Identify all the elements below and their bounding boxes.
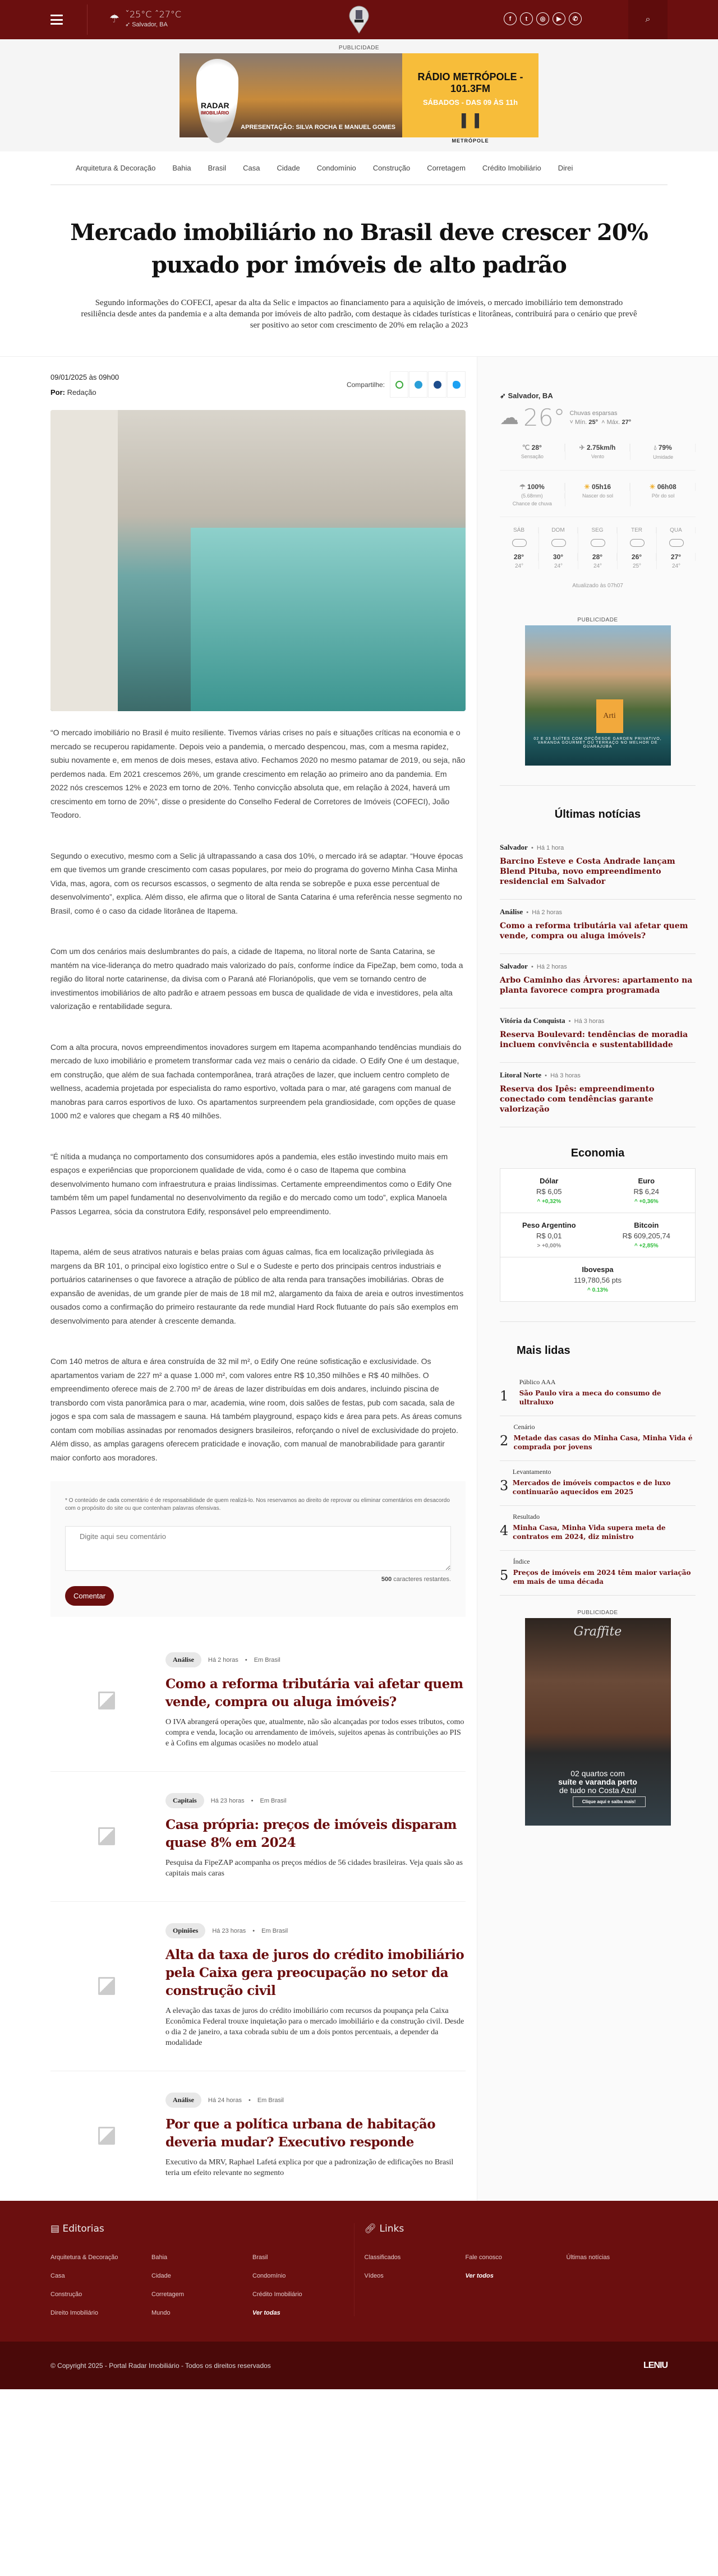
sunset-value: 06h08 bbox=[657, 483, 676, 491]
news-time: Há 3 horas bbox=[550, 1072, 581, 1079]
item-category: Levantamento bbox=[512, 1468, 551, 1476]
news-item[interactable]: Análise • Há 2 horas Como a reforma tributária vai afetar quem vende, compra ou aluga imóveis? bbox=[500, 900, 696, 954]
header-max-temp: ˆ27°C bbox=[154, 9, 182, 20]
latest-news bbox=[500, 785, 696, 1127]
max-temp: 27° bbox=[622, 418, 632, 426]
forecast-day-name: SEG bbox=[578, 527, 617, 533]
article-title: Mercado imobiliário no Brasil deve crescer 20% puxado por imóveis de alto padrão bbox=[70, 219, 648, 278]
time-ago: Há 2 horas bbox=[208, 1656, 238, 1663]
related-title[interactable]: Casa própria: preços de imóveis disparam quase 8% em 2024 bbox=[165, 1817, 457, 1850]
quote-price: 119,780,56 pts bbox=[573, 1276, 622, 1284]
article-meta bbox=[50, 357, 466, 410]
wind-label: Vento bbox=[591, 454, 605, 459]
publish-date: 09/01/2025 às 09h00 bbox=[50, 372, 119, 381]
author-label: Por: bbox=[50, 388, 65, 397]
footer-links bbox=[355, 2223, 668, 2316]
dot-separator: • bbox=[248, 2096, 251, 2104]
chars-remaining: 500 bbox=[381, 1576, 392, 1583]
footer-link[interactable]: Arquitetura & Decoração bbox=[50, 2254, 118, 2261]
news-item[interactable]: Vitória da Conquista • Há 3 horas Reserva Boulevard: tendências de moradia incluem convivência e sustentabilidade bbox=[500, 1008, 696, 1063]
news-title[interactable]: Reserva Boulevard: tendências de moradia incluem convivência e sustentabilidade bbox=[500, 1030, 688, 1049]
sunset-label: Pôr do sol bbox=[651, 493, 675, 499]
feels-like-label: Sensação bbox=[521, 454, 544, 459]
item-category: Cenário bbox=[513, 1423, 535, 1431]
footer-link[interactable]: Vídeos bbox=[364, 2273, 384, 2279]
quote-price: R$ 609,205,74 bbox=[622, 1232, 670, 1240]
rain-cloud-icon: ☁ bbox=[500, 407, 519, 428]
news-time: Há 1 hora bbox=[536, 845, 564, 851]
rank-number: 1 bbox=[500, 1388, 509, 1404]
quote-change: ^ 0.13% bbox=[587, 1287, 608, 1293]
header-weather[interactable] bbox=[109, 9, 181, 28]
copyright-bar bbox=[0, 2342, 718, 2389]
forecast-day bbox=[500, 527, 539, 569]
related-title[interactable]: Como a reforma tributária vai afetar quem vende, compra ou aluga imóveis? bbox=[165, 1676, 463, 1709]
related-article[interactable] bbox=[50, 2071, 466, 2201]
section-title: Economia bbox=[570, 1147, 625, 1159]
min-temp: 25° bbox=[588, 418, 599, 426]
quote-change: > +0,00% bbox=[537, 1243, 561, 1249]
weather-condition: Chuvas esparsas bbox=[569, 409, 618, 417]
related-summary: Executivo da MRV, Raphael Lafetá explica por que a padronização de edificações no Brasil teria um efeito relevante no segmento bbox=[165, 2158, 454, 2177]
footer-link[interactable]: Cidade bbox=[151, 2273, 171, 2279]
comment-disclaimer: * O conteúdo de cada comentário é de responsabilidade de quem realizá-lo. Nos reservamos ao direito de reprovar ou eliminar comentários em desacordo com o propósito do site ou que contenham palavras ofensivas. bbox=[65, 1497, 450, 1512]
article-paragraph: Segundo o executivo, mesmo com a Selic já ultrapassando a casa dos 10%, o mercado irá se adaptar. “Houve épocas em que tivemos um grande crescimento com casas populares, por meio do programa do governo Minha Casa Minha Vida, mas, agora, com os recursos escassos, o segmento de alta renda se sobrepõe e puxa esse percentual de desenvolvimento”, explica. Além disso, ele afirma que o litoral de Santa Catarina é uma referência nesse segmento no Brasil, como é o caso da cidade litorânea de Itapema. bbox=[50, 851, 463, 915]
forecast-day-name: TER bbox=[618, 527, 656, 533]
site-logo[interactable] bbox=[348, 4, 370, 34]
ad-brand: Graffite bbox=[573, 1625, 622, 1639]
youtube-icon[interactable]: ▶ bbox=[553, 12, 565, 25]
humidity-icon: 💧︎ bbox=[653, 444, 659, 451]
forecast bbox=[500, 517, 696, 569]
facebook-icon bbox=[434, 381, 441, 389]
hamburger-line bbox=[50, 23, 63, 25]
top-bar bbox=[0, 0, 718, 39]
footer-link[interactable]: Mundo bbox=[151, 2310, 171, 2316]
image-pool bbox=[191, 528, 466, 711]
section-name: Em Brasil bbox=[254, 1656, 280, 1663]
ad-brand-sub: IMOBILIÁRIO bbox=[201, 110, 229, 116]
nav-item[interactable]: Bahia bbox=[172, 164, 191, 172]
news-time: Há 3 horas bbox=[574, 1018, 605, 1025]
footer-link[interactable]: Construção bbox=[50, 2291, 82, 2298]
author-name: Redação bbox=[67, 388, 96, 397]
quote-btc bbox=[598, 1213, 696, 1257]
forecast-low: 24° bbox=[593, 563, 602, 569]
quotes-table bbox=[500, 1168, 696, 1302]
article-image bbox=[50, 410, 466, 711]
forecast-day bbox=[539, 527, 578, 569]
instagram-icon[interactable]: ◎ bbox=[536, 12, 549, 25]
forecast-high: 28° bbox=[578, 553, 617, 561]
quote-usd bbox=[500, 1169, 598, 1213]
related-article[interactable] bbox=[50, 1902, 466, 2071]
forecast-low: 24° bbox=[671, 563, 681, 569]
most-read-item[interactable] bbox=[500, 1461, 696, 1506]
ad-radio bbox=[402, 53, 538, 144]
sunrise-value: 05h16 bbox=[592, 483, 611, 491]
weather-city: Salvador, BA bbox=[508, 391, 553, 400]
sunrise-icon: ☀ bbox=[583, 483, 592, 491]
char-counter bbox=[65, 1576, 451, 1583]
thumbnail bbox=[50, 1652, 163, 1749]
nav-item[interactable]: Condomínio bbox=[316, 164, 356, 172]
ad-line: de tudo no Costa Azul bbox=[559, 1786, 636, 1795]
related-title[interactable]: Por que a política urbana de habitação deveria mudar? Executivo responde bbox=[165, 2117, 436, 2150]
ad-text: 02 E 03 SUÍTES COM OPÇÕESDE GARDEN PRIVATIVO, VARANDA GOURMET OU TERRAÇO NO MELHOR DE GUARAJUBA bbox=[533, 737, 662, 749]
quote-name: Bitcoin bbox=[634, 1221, 659, 1229]
wind-icon: ✈ bbox=[579, 444, 587, 451]
share-label: Compartilhe: bbox=[346, 380, 385, 389]
whatsapp-icon bbox=[395, 381, 403, 389]
nav-item[interactable]: Direi bbox=[558, 164, 573, 172]
rain-icon: ☂ bbox=[519, 483, 528, 491]
newspaper-icon: ▤ bbox=[50, 2223, 63, 2234]
copyright-text: © Copyright 2025 - Portal Radar Imobiliário - Todos os direitos reservados bbox=[50, 2361, 271, 2370]
section-title: Últimas notícias bbox=[554, 808, 641, 821]
thumbnail bbox=[50, 1923, 163, 2048]
most-read-item[interactable] bbox=[500, 1416, 696, 1461]
chars-remaining-label: caracteres restantes. bbox=[393, 1576, 451, 1583]
thumbnail bbox=[50, 1793, 163, 1879]
min-label: Mín. bbox=[574, 418, 587, 426]
thumbnail bbox=[50, 2093, 163, 2178]
wind-value: 2.75km/h bbox=[587, 444, 616, 451]
footer-title: Editorias bbox=[62, 2223, 104, 2234]
footer-link[interactable]: Bahia bbox=[151, 2254, 168, 2261]
rain-cloud-icon bbox=[669, 539, 684, 547]
ad-city-image bbox=[180, 53, 402, 137]
category-nav bbox=[50, 151, 668, 185]
forecast-day-name: QUA bbox=[657, 527, 696, 533]
article-paragraph: Com 140 metros de altura e área construída de 32 mil m², o Edify One reúne sofisticação e exclusividade. Os apartamentos variam de 227 m² a quase 1.000 m², com valores entre R$ 10,350 milhões e R$ 40 milhões. O empreendimento oferece mais de 2.700 m² de áreas de lazer distribuídas em dois andares, incluindo piscina de transbordo com vista panorâmica para o mar, academia, wine room, dois salões de festas, pub com sacada, sala de jogos e spa com sala de massagem e sauna. Há também playground, espaço kids e área para pets. As áreas comuns contam com mobílias assinadas por renomados designers brasileiros, reforçando o nível de exclusividade do projeto. Além disso, as amplas garagens oferecem praticidade e inovação, com manual de manobrabilidade para garantir maior conforto aos moradores. bbox=[50, 1357, 462, 1462]
article-main bbox=[0, 357, 477, 2201]
rain-cloud-icon bbox=[512, 539, 527, 547]
social-links bbox=[504, 12, 582, 25]
news-title[interactable]: Reserva dos Ipês: empreendimento conectado com tendências garante valorização bbox=[500, 1085, 655, 1114]
forecast-high: 26° bbox=[618, 553, 656, 561]
most-read-item[interactable] bbox=[500, 1371, 696, 1416]
rank-number: 4 bbox=[500, 1523, 509, 1538]
weather-stats bbox=[500, 431, 696, 471]
submit-comment-button[interactable]: Comentar bbox=[65, 1586, 114, 1606]
rank-number: 2 bbox=[500, 1433, 509, 1449]
news-category: Litoral Norte bbox=[500, 1071, 542, 1079]
footer bbox=[0, 2201, 718, 2342]
quote-name: Dólar bbox=[540, 1177, 559, 1185]
link-icon: 🔗︎ bbox=[364, 2223, 380, 2234]
weather-widget: ➶ Salvador, BA ☁ 26° Chuvas esparsas ˅ Mín. 25° ˄ Máx. 27° ℃ 28° Sensação ✈ 2.75km/h Vento 💧︎ 79% Umidade ☂ 100% (5.68mm) Chance de chuva ☀ 05h16 Nascer do sol ☀ 06h08 Pôr do sol SÁB 28° 24° DOM 30° 24° SEG 28° 24° TER 26° 25° QUA 27° 24° Atualizado às 07h07 bbox=[500, 374, 696, 600]
humidity-value: 79% bbox=[658, 444, 672, 451]
most-read bbox=[500, 1321, 696, 1596]
category-tag[interactable]: Capitais bbox=[165, 1793, 204, 1808]
radio-brand: METRÓPOLE bbox=[452, 138, 489, 144]
related-article[interactable] bbox=[50, 1631, 466, 1772]
related-article[interactable] bbox=[50, 1772, 466, 1902]
nav-item[interactable]: Corretagem bbox=[427, 164, 466, 172]
item-category: Resultado bbox=[513, 1513, 540, 1520]
footer-link[interactable]: Corretagem bbox=[151, 2291, 185, 2298]
quote-eur bbox=[598, 1169, 696, 1213]
quote-name: Ibovespa bbox=[582, 1265, 614, 1274]
news-item[interactable]: Salvador • Há 2 horas Arbo Caminho das Árvores: apartamento na planta favorece compra programada bbox=[500, 954, 696, 1008]
ad-banner[interactable] bbox=[525, 625, 671, 766]
section-name: Em Brasil bbox=[261, 1927, 288, 1934]
economy-widget bbox=[500, 1127, 696, 1302]
top-advertisement bbox=[0, 39, 718, 151]
current-temp: 26° bbox=[523, 404, 565, 431]
news-time: Há 2 horas bbox=[532, 909, 563, 916]
time-ago: Há 23 horas bbox=[210, 1797, 245, 1804]
forecast-day bbox=[618, 527, 657, 569]
rain-cloud-icon bbox=[591, 539, 605, 547]
image-placeholder-icon bbox=[98, 1692, 115, 1709]
share-facebook-button[interactable] bbox=[428, 371, 447, 398]
news-title[interactable]: Barcino Esteve e Costa Andrade lançam Blend Pituba, novo empreendimento residencial em Salvador bbox=[500, 857, 675, 886]
news-title[interactable]: Como a reforma tributária vai afetar quem vende, compra ou aluga imóveis? bbox=[500, 921, 688, 941]
quote-ars bbox=[500, 1213, 598, 1257]
max-label: Máx. bbox=[606, 418, 620, 426]
ad-headline bbox=[525, 1769, 671, 1795]
rain-cloud-icon bbox=[630, 539, 645, 547]
rain-amount: (5.68mm) bbox=[500, 493, 565, 499]
quote-name: Euro bbox=[638, 1177, 655, 1185]
nav-item[interactable]: Brasil bbox=[208, 164, 227, 172]
sunset-icon: ☀ bbox=[649, 483, 657, 491]
ad-banner[interactable] bbox=[180, 53, 538, 144]
location-arrow-icon: ➶ bbox=[500, 391, 508, 400]
footer-link[interactable]: Últimas notícias bbox=[566, 2254, 610, 2261]
article-header bbox=[0, 185, 718, 357]
facebook-icon[interactable]: f bbox=[504, 12, 517, 25]
ad-line: suíte e varanda perto bbox=[558, 1777, 637, 1786]
item-title[interactable]: São Paulo vira a meca do consumo de ultraluxo bbox=[519, 1389, 661, 1406]
hamburger-line bbox=[50, 19, 63, 21]
header-city: Salvador, BA bbox=[132, 21, 168, 28]
time-ago: Há 24 horas bbox=[208, 2096, 242, 2104]
thermometer-icon: ℃ bbox=[522, 444, 532, 451]
related-summary: A elevação das taxas de juros do crédito imobiliário com recursos da poupança pela Caixa Econômica Federal trouxe inquietação para o mercado imobiliário e da construção civil. Desde o dia 2 de janeiro, a taxa cobrada subiu de um a dois pontos percentuais, a depender da modalidade bbox=[165, 2007, 464, 2047]
forecast-day bbox=[578, 527, 618, 569]
quote-change: ^ +0,32% bbox=[537, 1199, 561, 1205]
nav-item[interactable]: Construção bbox=[372, 164, 411, 172]
section-name: Em Brasil bbox=[257, 2096, 284, 2104]
article-subtitle: Segundo informações do COFECI, apesar da alta da Selic e impactos ao financiamento para a aquisição de imóveis, o mercado imobiliário tem demonstrado resiliência desde antes da pandemia e a alta demanda por imóveis de alto padrão, com destaque às cidades turísticas e litorâneas, contribuirá para o cenário que prevê ser positivo ao setor com crescimento de 20% em relação a 2023 bbox=[81, 298, 637, 330]
ad-banner[interactable] bbox=[525, 1618, 671, 1826]
footer-link[interactable]: Fale conosco bbox=[465, 2254, 502, 2261]
footer-link[interactable]: Classificados bbox=[364, 2254, 401, 2261]
quote-name: Peso Argentino bbox=[522, 1221, 576, 1229]
dot-separator: • bbox=[251, 1797, 254, 1804]
item-title[interactable]: Minha Casa, Minha Vida supera meta de contratos em 2024, diz ministro bbox=[513, 1524, 666, 1541]
section-title: Mais lidas bbox=[517, 1344, 570, 1357]
see-all-editorias-link[interactable]: Ver todas bbox=[252, 2310, 280, 2316]
forecast-high: 30° bbox=[539, 553, 578, 561]
dot-separator: • bbox=[252, 1927, 255, 1934]
see-all-links-link[interactable]: Ver todos bbox=[465, 2273, 494, 2279]
item-title[interactable]: Preços de imóveis em 2024 têm maior variação em mais de uma década bbox=[513, 1569, 691, 1586]
sunrise-label: Nascer do sol bbox=[582, 493, 614, 499]
news-item[interactable]: Salvador • Há 1 hora Barcino Esteve e Costa Andrade lançam Blend Pituba, novo empreendimento residencial em Salvador bbox=[500, 835, 696, 900]
rain-cloud-icon: ☂ bbox=[109, 12, 119, 25]
footer-title: Links bbox=[379, 2223, 404, 2234]
quote-ibovespa bbox=[500, 1257, 695, 1301]
related-articles bbox=[50, 1631, 477, 2201]
radar-logo bbox=[196, 59, 238, 143]
footer-link[interactable]: Casa bbox=[50, 2273, 65, 2279]
image-wall bbox=[50, 410, 118, 711]
location-arrow-icon: ➶ bbox=[125, 21, 132, 28]
related-summary: Pesquisa da FipeZAP acompanha os preços médios de 56 cidades brasileiras. Veja quais são as capitais mais caras bbox=[165, 1859, 463, 1878]
quote-price: R$ 6,05 bbox=[536, 1187, 562, 1196]
quote-price: R$ 6,24 bbox=[633, 1187, 660, 1196]
related-summary: O IVA abrangerá operações que, atualmente, não são alcançadas por todos esses tributos, como compra e venda, locação ou arrendamento de imóveis, sujeitos apenas às contribuições ao PIS e à Cofins em algumas ocasiões no modelo atual bbox=[165, 1718, 464, 1748]
hamburger-icon bbox=[50, 15, 63, 16]
ad-line: 02 quartos com bbox=[570, 1769, 625, 1778]
section-name: Em Brasil bbox=[260, 1797, 287, 1804]
related-title[interactable]: Alta da taxa de juros do crédito imobiliário pela Caixa gera preocupação no setor da construção civil bbox=[165, 1947, 464, 1998]
humidity-label: Umidade bbox=[653, 454, 674, 460]
time-ago: Há 23 horas bbox=[212, 1927, 246, 1934]
sidebar-ad bbox=[500, 617, 696, 766]
search-icon: ⌕ bbox=[645, 15, 651, 24]
search-button[interactable] bbox=[628, 0, 668, 39]
ad-brand: RADAR bbox=[201, 101, 229, 110]
radio-schedule: SÁBADOS - DAS 09 ÀS 11h bbox=[422, 98, 518, 107]
ad-brand: Arti bbox=[596, 699, 623, 733]
ad-label: PUBLICIDADE bbox=[577, 617, 618, 623]
nav-item[interactable]: Crédito Imobiliário bbox=[482, 164, 541, 172]
share-whatsapp-button[interactable] bbox=[390, 371, 408, 398]
comment-input[interactable] bbox=[65, 1526, 451, 1571]
nav-item[interactable]: Cidade bbox=[277, 164, 300, 172]
quote-price: R$ 0,01 bbox=[536, 1232, 562, 1240]
news-category: Salvador bbox=[500, 843, 528, 851]
ad-label: PUBLICIDADE bbox=[338, 45, 380, 51]
category-tag[interactable]: Opiniões bbox=[165, 1923, 205, 1938]
most-read-item[interactable] bbox=[500, 1551, 696, 1596]
article-paragraph: Itapema, além de seus atrativos naturais e belas praias com águas calmas, fica em localização privilegiada às margens da BR 101, o principal eixo logístico entre o Sul e o Sudeste e perto dos principais centros industriais e portuários catarinenses o que favorece a atração de público de alta renda para transações imobiliárias. Obras de expansão de avenidas, de um grande píer de mais de 18 mil m2, alargamento da faixa de areia e outros investimentos ousados como a confirmação do primeiro restaurante da rede mundial Hard Rock flutuante do país são exemplos em desenvolvimento para atender à crescente demanda. bbox=[50, 1247, 464, 1325]
news-category: Salvador bbox=[500, 962, 528, 970]
quote-change: ^ +0,36% bbox=[634, 1199, 659, 1205]
news-category: Vitória da Conquista bbox=[500, 1016, 565, 1025]
menu-button[interactable] bbox=[50, 15, 63, 25]
sidebar bbox=[477, 357, 718, 2201]
article-paragraph: Com um dos cenários mais deslumbrantes do país, a cidade de Itapema, no litoral norte de Santa Catarina, se mantém na vice-liderança do metro quadrado mais valorizado do país, conforme índice da FipeZap, bem como, toda a região do litoral norte catarinense, da divisa com o Paraná até Florianópolis, que vem se tornando centro de investimentos imobiliários de alto padrão e atraem pessoas em busca de qualidade de vida e investidores, pela alta valorização e rentabilidade segura. bbox=[50, 947, 463, 1011]
image-placeholder-icon bbox=[98, 1977, 115, 1995]
footer-link[interactable]: Brasil bbox=[252, 2254, 268, 2261]
article-paragraph: “É nítida a mudança no comportamento dos consumidores após a pandemia, eles estão investindo muito mais em espaços e experiências que proporcionem qualidade de vida, como é o caso de Itapema que combina desenvolvimento humano com infraestrutura e praias lindíssimas. Certamente empreendimentos como o Edify One também têm um papel fundamental no desenvolvimento da região e do mercado como um todo”, explica Manoela Passos Legarrea, sócia da construtora Edify, responsável pelo empreendimento. bbox=[50, 1151, 452, 1216]
forecast-low: 25° bbox=[632, 563, 642, 569]
radio-title: RÁDIO METRÓPOLE - 101.3FM bbox=[417, 71, 523, 94]
rain-chance-value: 100% bbox=[527, 483, 545, 491]
share-bar bbox=[347, 371, 466, 398]
image-placeholder-icon bbox=[98, 1827, 115, 1845]
telegram-icon bbox=[415, 381, 422, 389]
rank-number: 3 bbox=[500, 1478, 509, 1494]
footer-editorias bbox=[50, 2223, 355, 2316]
article-body bbox=[50, 726, 477, 1464]
forecast-low: 24° bbox=[554, 563, 563, 569]
item-title[interactable]: Metade das casas do Minha Casa, Minha Vida é comprada por jovens bbox=[513, 1434, 693, 1451]
rank-number: 5 bbox=[500, 1568, 509, 1583]
forecast-low: 24° bbox=[514, 563, 524, 569]
ad-cta-button[interactable]: Clique aqui e saiba mais! bbox=[573, 1796, 646, 1807]
footer-link[interactable]: Crédito Imobiliário bbox=[252, 2291, 302, 2298]
category-tag[interactable]: Análise bbox=[165, 2093, 201, 2108]
feels-like-value: 28° bbox=[531, 444, 542, 451]
forecast-day bbox=[657, 527, 696, 569]
dot-separator: • bbox=[245, 1656, 247, 1663]
share-twitter-button[interactable] bbox=[447, 371, 466, 398]
item-title[interactable]: Mercados de imóveis compactos e de luxo continuarão aquecidos em 2025 bbox=[512, 1479, 671, 1496]
forecast-high: 27° bbox=[657, 553, 696, 561]
ad-caption: APRESENTAÇÃO: SILVA ROCHA E MANUEL GOMES bbox=[241, 124, 395, 131]
header-min-temp: ˇ25°C bbox=[125, 9, 152, 20]
item-category: Índice bbox=[513, 1557, 530, 1565]
forecast-day-name: SÁB bbox=[500, 527, 538, 533]
nav-item[interactable]: Casa bbox=[243, 164, 260, 172]
quote-change: ^ +2,85% bbox=[634, 1243, 659, 1249]
weather-stats-2 bbox=[500, 471, 696, 517]
metropole-icon: ▌▐ bbox=[461, 113, 480, 127]
article-paragraph: Com a alta procura, novos empreendimentos inovadores surgem em Itapema acompanhando tendências mundiais do mercado de luxo imobiliário e prometem transformar cada vez mais o cenário da cidade. O Edify One é um destaque, em construção, que além de sua fachada contemporânea, trará atrações de lazer, que incluem centro completo de wellness, academia projetada por especialista do ramo esportivo, voltada para o mar, até garagens com manual de manobras para carros esportivos de luxo. Os apartamentos surpreendem pela grandiosidade, com opções de quase 1000 m2 e valores que chegam a R$ 40 milhões. bbox=[50, 1042, 462, 1120]
comment-form bbox=[50, 1481, 466, 1617]
share-telegram-button[interactable] bbox=[409, 371, 427, 398]
news-category: Análise bbox=[500, 907, 523, 916]
whatsapp-icon[interactable]: ✆ bbox=[569, 12, 582, 25]
rain-cloud-icon bbox=[551, 539, 566, 547]
footer-link[interactable]: Direito Imobiliário bbox=[50, 2310, 98, 2316]
category-tag[interactable]: Análise bbox=[165, 1652, 201, 1667]
developer-logo[interactable]: LENIU bbox=[643, 2360, 668, 2370]
twitter-icon bbox=[453, 381, 461, 389]
nav-item[interactable]: Arquitetura & Decoração bbox=[76, 164, 156, 172]
weather-updated: Atualizado às 07h07 bbox=[572, 583, 623, 589]
twitter-icon[interactable]: t bbox=[520, 12, 533, 25]
article-paragraph: “O mercado imobiliário no Brasil é muito resiliente. Tivemos várias crises no país e situações críticas na economia e o mercado se recuperou rapidamente. Depois veio a pandemia, o mercado despencou, mas, com a mesma rapidez, subiu novamente e, em menos de dois meses, estava ativo. Fechamos 2020 no mesmo patamar de 2019, ou seja, não perdemos nada. Em 2021 crescemos 26%, um grande crescimento em relação ao primeiro ano da pandemia. Em 2022 nós crescemos 12% e 2023 em torno de 20%. Tenho convicção absoluta que, em relação à 2024, haverá um crescimento em torno de 20%”, disse o presidente do Conselho Federal de Corretores de Imóveis (COFECI), João Teodoro. bbox=[50, 728, 466, 819]
footer-link[interactable]: Condomínio bbox=[252, 2273, 286, 2279]
forecast-high: 28° bbox=[500, 553, 538, 561]
news-title[interactable]: Arbo Caminho das Árvores: apartamento na planta favorece compra programada bbox=[500, 976, 693, 995]
sidebar-ad-2 bbox=[500, 1610, 696, 1865]
forecast-day-name: DOM bbox=[539, 527, 578, 533]
ad-label: PUBLICIDADE bbox=[577, 1610, 618, 1616]
news-time: Há 2 horas bbox=[536, 964, 567, 970]
news-item[interactable]: Litoral Norte • Há 3 horas Reserva dos Ipês: empreendimento conectado com tendências garante valorização bbox=[500, 1063, 696, 1127]
image-placeholder-icon bbox=[98, 2127, 115, 2145]
item-category: Público AAA bbox=[519, 1378, 556, 1386]
most-read-item[interactable] bbox=[500, 1506, 696, 1551]
rain-chance-label: Chance de chuva bbox=[512, 501, 552, 506]
divider bbox=[87, 4, 88, 35]
